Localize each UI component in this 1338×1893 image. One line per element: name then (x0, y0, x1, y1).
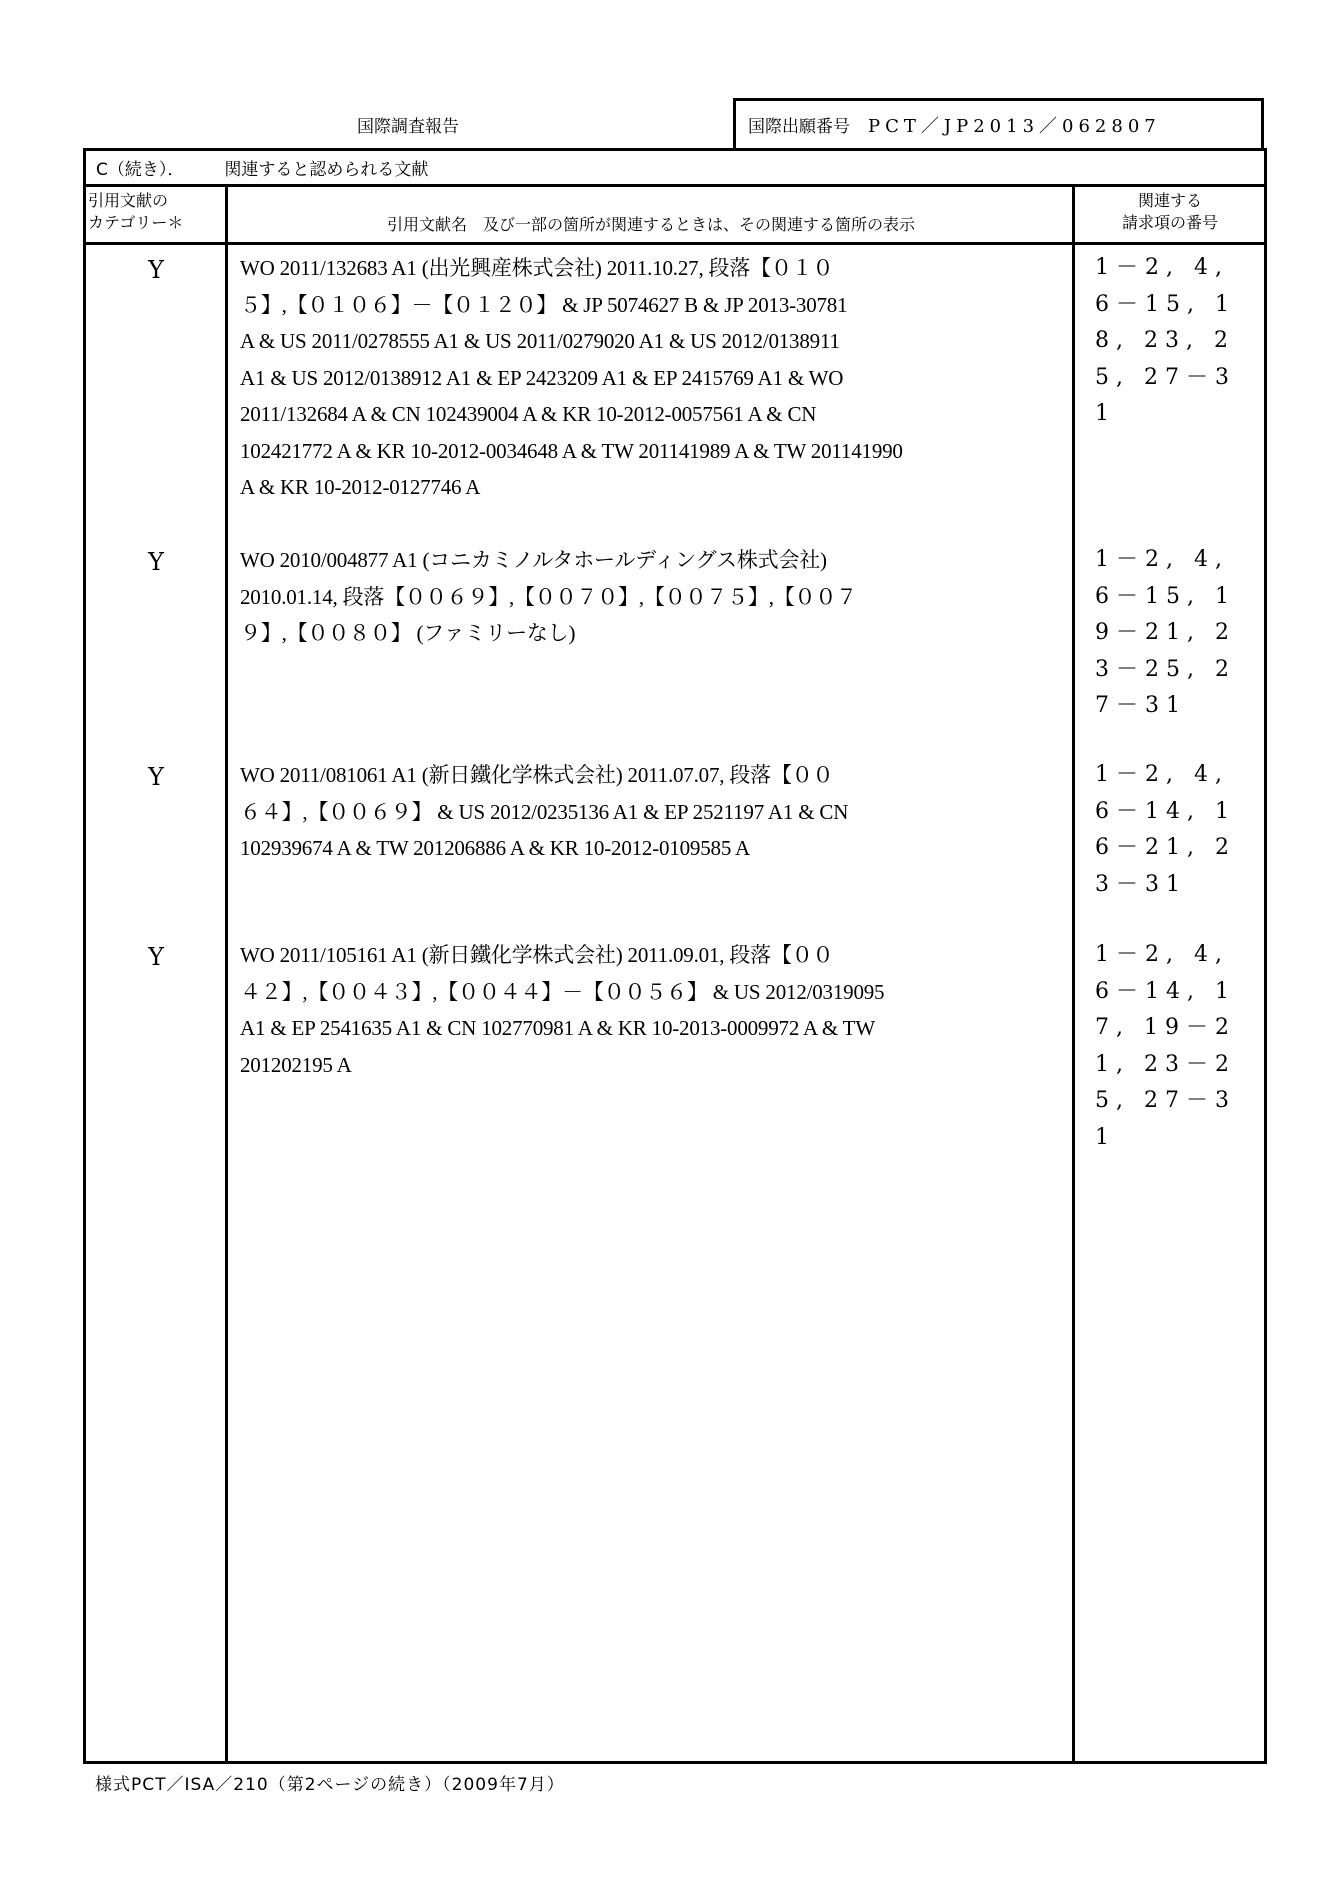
document-line: WO 2011/081061 A1 (新日鐵化学株式会社) 2011.07.07, 段落【００ (240, 763, 834, 787)
row-3-category: Y (148, 763, 164, 791)
claims-line: 3－25, 2 (1095, 656, 1236, 682)
claims-line: 1 (1095, 1124, 1116, 1150)
row-4-claims (1095, 937, 1265, 1156)
document-line: A1 & US 2012/0138912 A1 & EP 2423209 A1 & EP 2415769 A1 & WO (240, 365, 844, 390)
column-header-claims-line: 請求項の番号 (1121, 213, 1218, 232)
document-line: ４２】,【００４３】,【００４４】－【００５６】 & US 2012/0319095 (240, 979, 885, 1004)
row-1-category: Y (148, 256, 164, 284)
document-line: 2010.01.14, 段落【００６９】,【００７０】,【００７５】,【００７ (240, 584, 857, 609)
application-number: PCT／JP2013／062807 (868, 115, 1161, 137)
claims-line: 3－31 (1095, 871, 1187, 897)
claims-line: 6－15, 1 (1095, 583, 1236, 609)
document-line: WO 2011/132683 A1 (出光興産株式会社) 2011.10.27, 段落【０１０ (240, 256, 834, 280)
claims-line: 1－2, 4, (1095, 762, 1229, 787)
claims-line: 1－2, 4, (1095, 255, 1229, 280)
header-divider (86, 242, 1264, 245)
row-3-claims (1095, 757, 1265, 903)
row-1-document (240, 250, 1070, 506)
row-4-document (240, 937, 1070, 1083)
row-1-claims (1095, 250, 1265, 433)
claims-line: 6－14, 1 (1095, 798, 1236, 824)
column-divider-claims (1072, 187, 1075, 1762)
claims-line: 8, 23, 2 (1095, 328, 1235, 353)
document-line: ９】,【００８０】 (ファミリーなし) (240, 621, 576, 645)
section-heading (86, 151, 1264, 187)
claims-line: 1－2, 4, (1095, 547, 1229, 572)
application-number-box (733, 98, 1264, 148)
column-header-claims-line: 関連する (1137, 191, 1202, 210)
document-line: A1 & EP 2541635 A1 & CN 102770981 A & KR 10-2013-0009972 A & TW (240, 1016, 875, 1040)
document-line: 2011/132684 A & CN 102439004 A & KR 10-2012-0057561 A & CN (240, 402, 817, 426)
section-title: 関連すると認められる文献 (224, 160, 429, 180)
column-header-category-line: カテゴリー＊ (88, 213, 184, 232)
document-line: A & US 2011/0278555 A1 & US 2011/0279020 A1 & US 2012/0138911 (240, 329, 840, 353)
row-3-document (240, 757, 1070, 867)
claims-line: 6－15, 1 (1095, 291, 1236, 317)
claims-line: 5, 27－3 (1095, 364, 1236, 390)
application-number-label: 国際出願番号 (748, 117, 850, 137)
row-2-claims (1095, 542, 1265, 725)
document-line: 102421772 A & KR 10-2012-0034648 A & TW 201141989 A & TW 201141990 (240, 438, 903, 463)
claims-line: 1 (1095, 401, 1116, 426)
claims-line: 7－31 (1095, 693, 1187, 718)
document-line: ６４】,【００６９】 & US 2012/0235136 A1 & EP 2521197 A1 & CN (240, 799, 849, 824)
row-4-category: Y (148, 943, 164, 971)
column-header-category (88, 190, 226, 234)
claims-line: 5, 27－3 (1095, 1088, 1236, 1113)
claims-line: 1, 23－2 (1095, 1051, 1236, 1077)
document-line: WO 2011/105161 A1 (新日鐵化学株式会社) 2011.09.01, 段落【００ (240, 943, 834, 967)
section-code: C（続き）． (96, 160, 185, 180)
claims-line: 6－21, 2 (1095, 835, 1236, 860)
column-header-category-line: 引用文献の (88, 191, 169, 210)
column-divider-category (225, 187, 228, 1762)
row-2-document (240, 542, 1070, 652)
claims-line: 7, 19－2 (1095, 1015, 1236, 1040)
claims-line: 6－14, 1 (1095, 978, 1236, 1004)
document-line: 102939674 A & TW 201206886 A & KR 10-2012-0109585 A (240, 836, 750, 860)
document-line: ５】,【０１０６】－【０１２０】 & JP 5074627 B & JP 2013-30781 (240, 292, 848, 317)
document-line: 201202195 A (240, 1052, 352, 1077)
claims-line: 9－21, 2 (1095, 620, 1236, 645)
row-2-category: Y (148, 548, 164, 576)
report-title: 国際調査報告 (357, 116, 459, 137)
form-footer: 様式PCT／ISA／210（第2ページの続き）（2009年7月） (95, 1775, 565, 1795)
column-header-document: 引用文献名 及び一部の箇所が関連するときは、その関連する箇所の表示 (386, 215, 915, 234)
claims-line: 1－2, 4, (1095, 942, 1229, 967)
document-line: A & KR 10-2012-0127746 A (240, 475, 481, 499)
document-line: WO 2010/004877 A1 (コニカミノルタホールディングス株式会社) (240, 548, 827, 572)
column-header-claims (1076, 190, 1264, 234)
